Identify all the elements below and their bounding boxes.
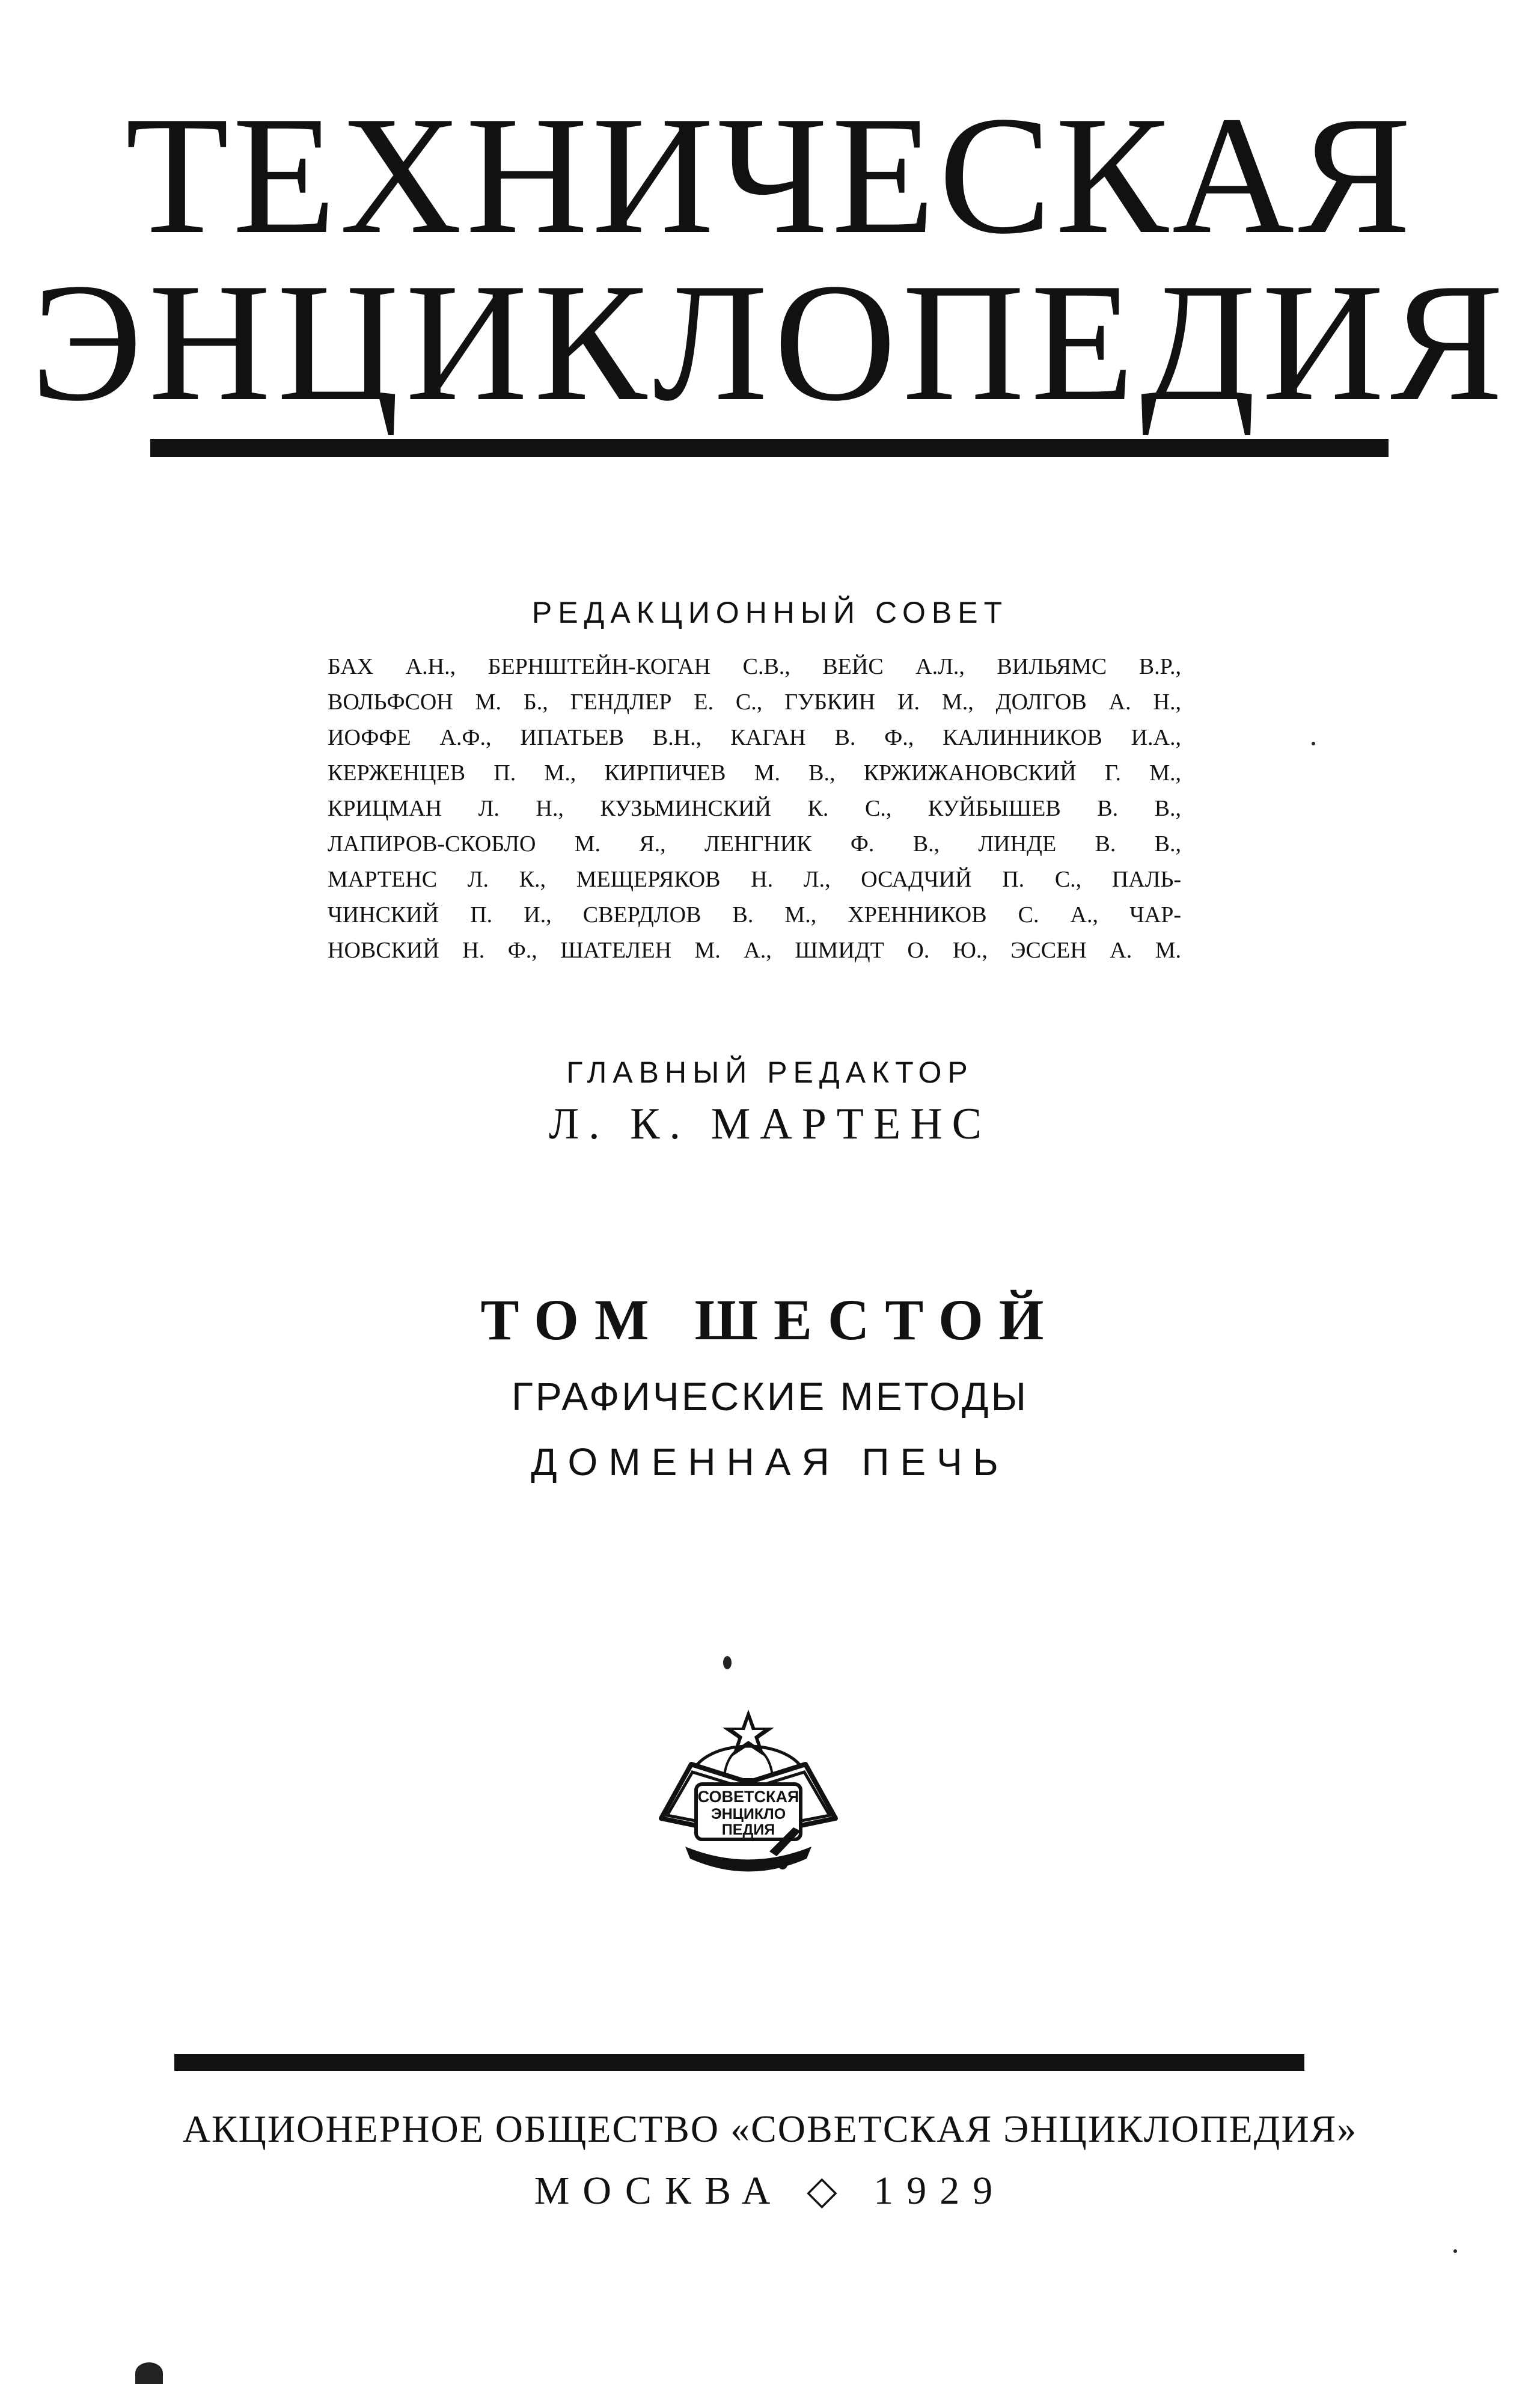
page-speck (1453, 2249, 1457, 2253)
publisher-emblem-icon (649, 1707, 848, 1887)
publisher-imprint: МОСКВА ◇ 1929 (534, 2169, 1006, 2213)
svg-text:ПЕДИЯ: ПЕДИЯ (721, 1821, 775, 1838)
council-line: МАРТЕНС Л. К., МЕЩЕРЯКОВ Н. Л., ОСАДЧИЙ П. С., ПАЛЬ- (328, 867, 1181, 892)
council-line: НОВСКИЙ Н. Ф., ШАТЕЛЕН М. А., ШМИДТ О. Ю., ЭССЕН А. М. (328, 938, 1181, 963)
council-line: ВОЛЬФСОН М. Б., ГЕНДЛЕР Е. С., ГУБКИН И. М., ДОЛГОВ А. Н., (328, 689, 1181, 715)
svg-text:ЭНЦИКЛО: ЭНЦИКЛО (710, 1806, 786, 1823)
title-line-2: ЭНЦИКЛОПЕДИЯ (30, 248, 1510, 436)
council-line: ЛАПИРОВ-СКОБЛО М. Я., ЛЕНГНИК Ф. В., ЛИНДЕ В. В., (328, 831, 1181, 857)
council-line: КЕРЖЕНЦЕВ П. М., КИРПИЧЕВ М. В., КРЖИЖАНОВСКИЙ Г. М., (328, 760, 1181, 786)
council-line: БАХ А.Н., БЕРНШТЕЙН-КОГАН С.В., ВЕЙС А.Л., ВИЛЬЯМС В.Р., (328, 654, 1181, 679)
editorial-council-list (328, 649, 1181, 968)
top-rule (150, 439, 1389, 457)
publisher-name: АКЦИОНЕРНОЕ ОБЩЕСТВО «СОВЕТСКАЯ ЭНЦИКЛОПЕДИЯ» (182, 2107, 1358, 2150)
chief-editor-label: ГЛАВНЫЙ РЕДАКТОР (566, 1056, 974, 1089)
title-line-1: ТЕХНИЧЕСКАЯ (125, 81, 1415, 269)
chief-editor-name: Л. К. МАРТЕНС (548, 1099, 992, 1149)
page-speck (135, 2362, 163, 2384)
editorial-council-heading: РЕДАКЦИОННЫЙ СОВЕТ (531, 596, 1009, 629)
volume-subtitle-2: ДОМЕННАЯ ПЕЧЬ (531, 1440, 1009, 1484)
council-line: ЧИНСКИЙ П. И., СВЕРДЛОВ В. М., ХРЕННИКОВ С. А., ЧАР- (328, 902, 1181, 928)
volume-subtitle-1: ГРАФИЧЕСКИЕ МЕТОДЫ (511, 1374, 1029, 1419)
svg-text:СОВЕТСКАЯ: СОВЕТСКАЯ (697, 1788, 799, 1806)
volume-title: ТОМ ШЕСТОЙ (480, 1288, 1060, 1352)
bottom-rule (174, 2054, 1304, 2071)
decorative-dot (723, 1656, 732, 1669)
page-speck (1312, 742, 1315, 745)
council-line: ИОФФЕ А.Ф., ИПАТЬЕВ В.Н., КАГАН В. Ф., КАЛИННИКОВ И.А., (328, 725, 1181, 750)
council-line: КРИЦМАН Л. Н., КУЗЬМИНСКИЙ К. С., КУЙБЫШЕВ В. В., (328, 796, 1181, 821)
